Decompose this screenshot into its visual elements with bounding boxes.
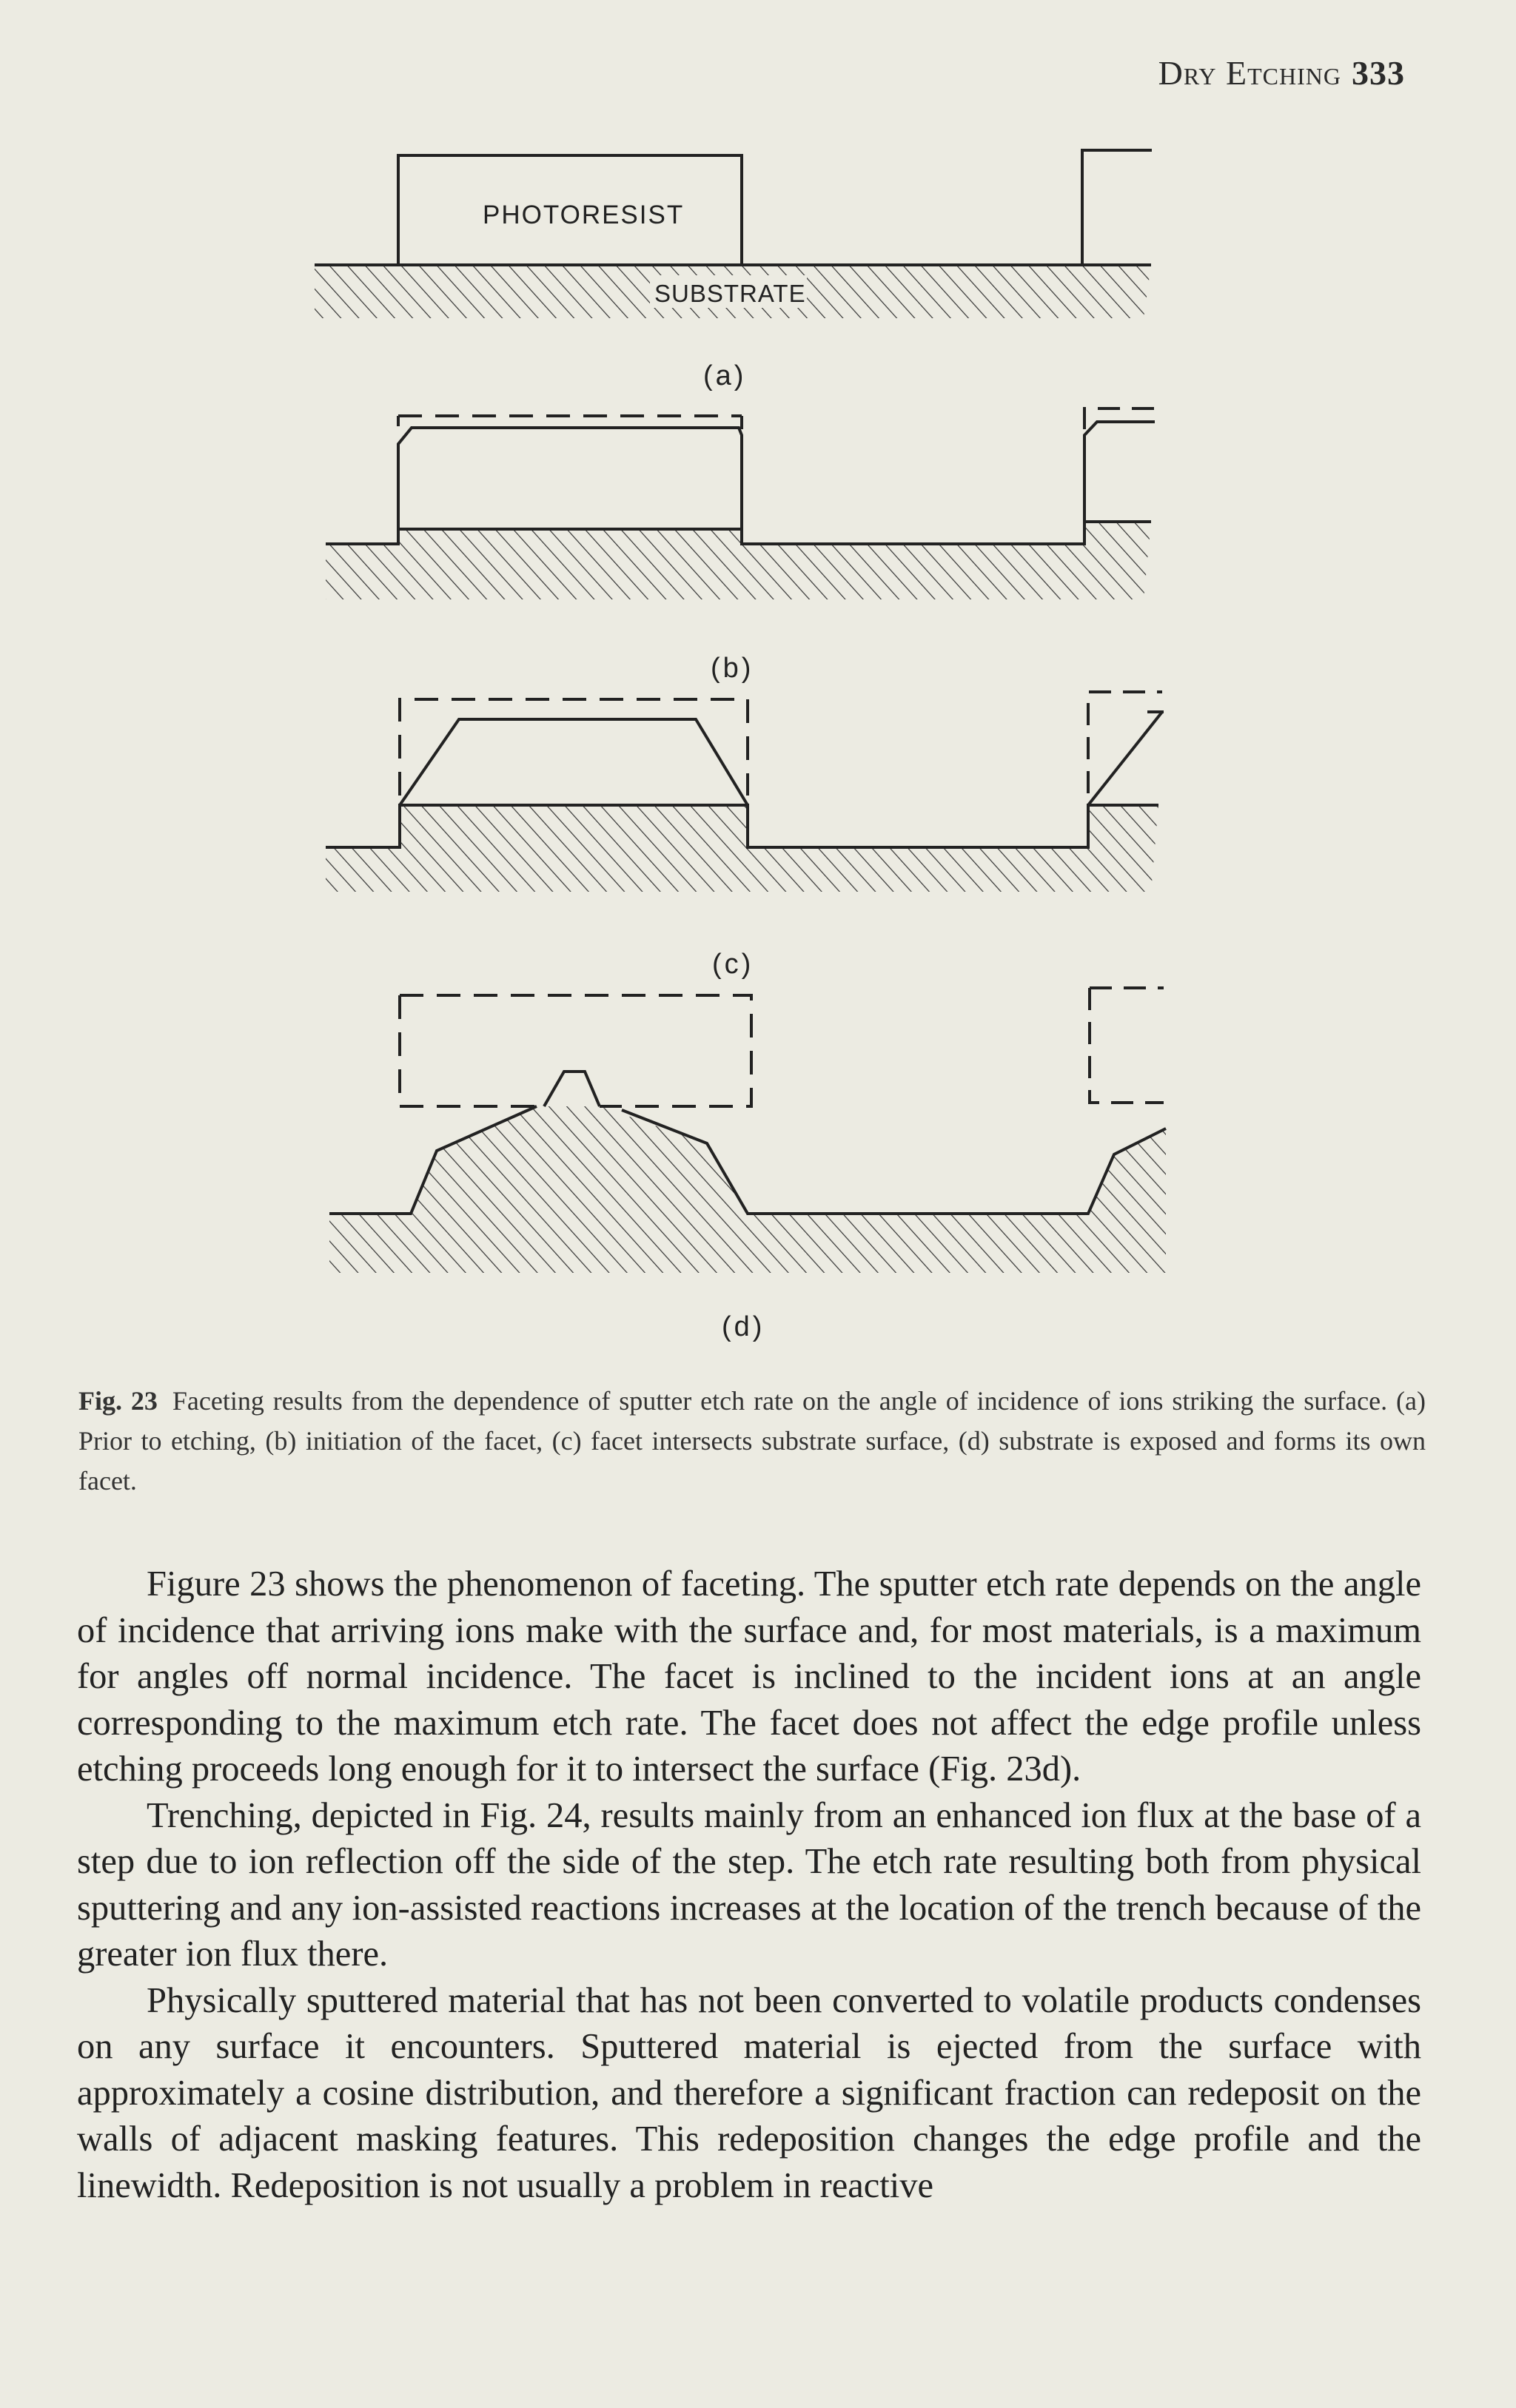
- page-number: 333: [1352, 54, 1405, 92]
- photoresist-edge-c: [1088, 712, 1162, 805]
- figure-caption: [78, 1381, 1426, 1501]
- substrate-hatch-b: [326, 522, 1151, 599]
- photoresist-block-b: [398, 428, 742, 529]
- paragraph: Figure 23 shows the phenomenon of faceting. The sputter etch rate depends on the angle of incidence that arriving ions make with the surface and, for most materials, is a maximum for angles off normal incidence. The facet is inclined to the incident ions at an angle corresponding to the maximum etch rate. The facet does not affect the edge profile unless etching proceeds long enough for it to intersect the surface (Fig. 23d).: [77, 1564, 1421, 1789]
- panel-b-label: (b): [711, 653, 754, 684]
- paragraph: Physically sputtered material that has not been converted to volatile products condenses on any surface it encounters. Sputtered material is ejected from the surface with approximately a cosine distribution, and therefore a significant fraction can redeposit on the walls of adjacent masking features. This redeposition changes the edge profile and the linewidth. Redeposition is not usually a problem in reactive: [77, 1980, 1421, 2205]
- panel-d-diagram: [329, 988, 1166, 1273]
- panel-a-label: (a): [703, 360, 747, 391]
- panel-c-diagram: [326, 692, 1164, 892]
- photoresist-edge-a: [1082, 150, 1152, 265]
- panel-c-label: (c): [712, 949, 754, 980]
- paragraph: Trenching, depicted in Fig. 24, results mainly from an enhanced ion flux at the base of a step due to ion reflection off the side of the step. The etch rate resulting both from physical sputtering and any ion-assisted reactions increases at the location of the trench because of the greater ion flux there.: [77, 1795, 1421, 1974]
- panel-b-diagram: [326, 408, 1155, 599]
- figure-label: Fig. 23: [78, 1386, 158, 1416]
- panel-d-label: (d): [722, 1311, 765, 1342]
- photoresist-edge-b: [1084, 422, 1155, 522]
- photoresist-facet-c: [400, 719, 748, 805]
- caption-text: Faceting results from the dependence of sputter etch rate on the angle of incidence of ions striking the surface. (a) Prior to etching, (b) initiation of the facet, (c) facet intersects substrate surface, (d) substrate is exposed and forms its own facet.: [78, 1386, 1426, 1496]
- photoresist-label: PHOTORESIST: [483, 201, 685, 229]
- substrate-hatch-d: [329, 1106, 1166, 1273]
- photoresist-remnant-d: [544, 1072, 600, 1106]
- running-title: Dry Etching: [1158, 54, 1341, 92]
- substrate-label: SUBSTRATE: [654, 280, 806, 307]
- body-text: [77, 1561, 1421, 2209]
